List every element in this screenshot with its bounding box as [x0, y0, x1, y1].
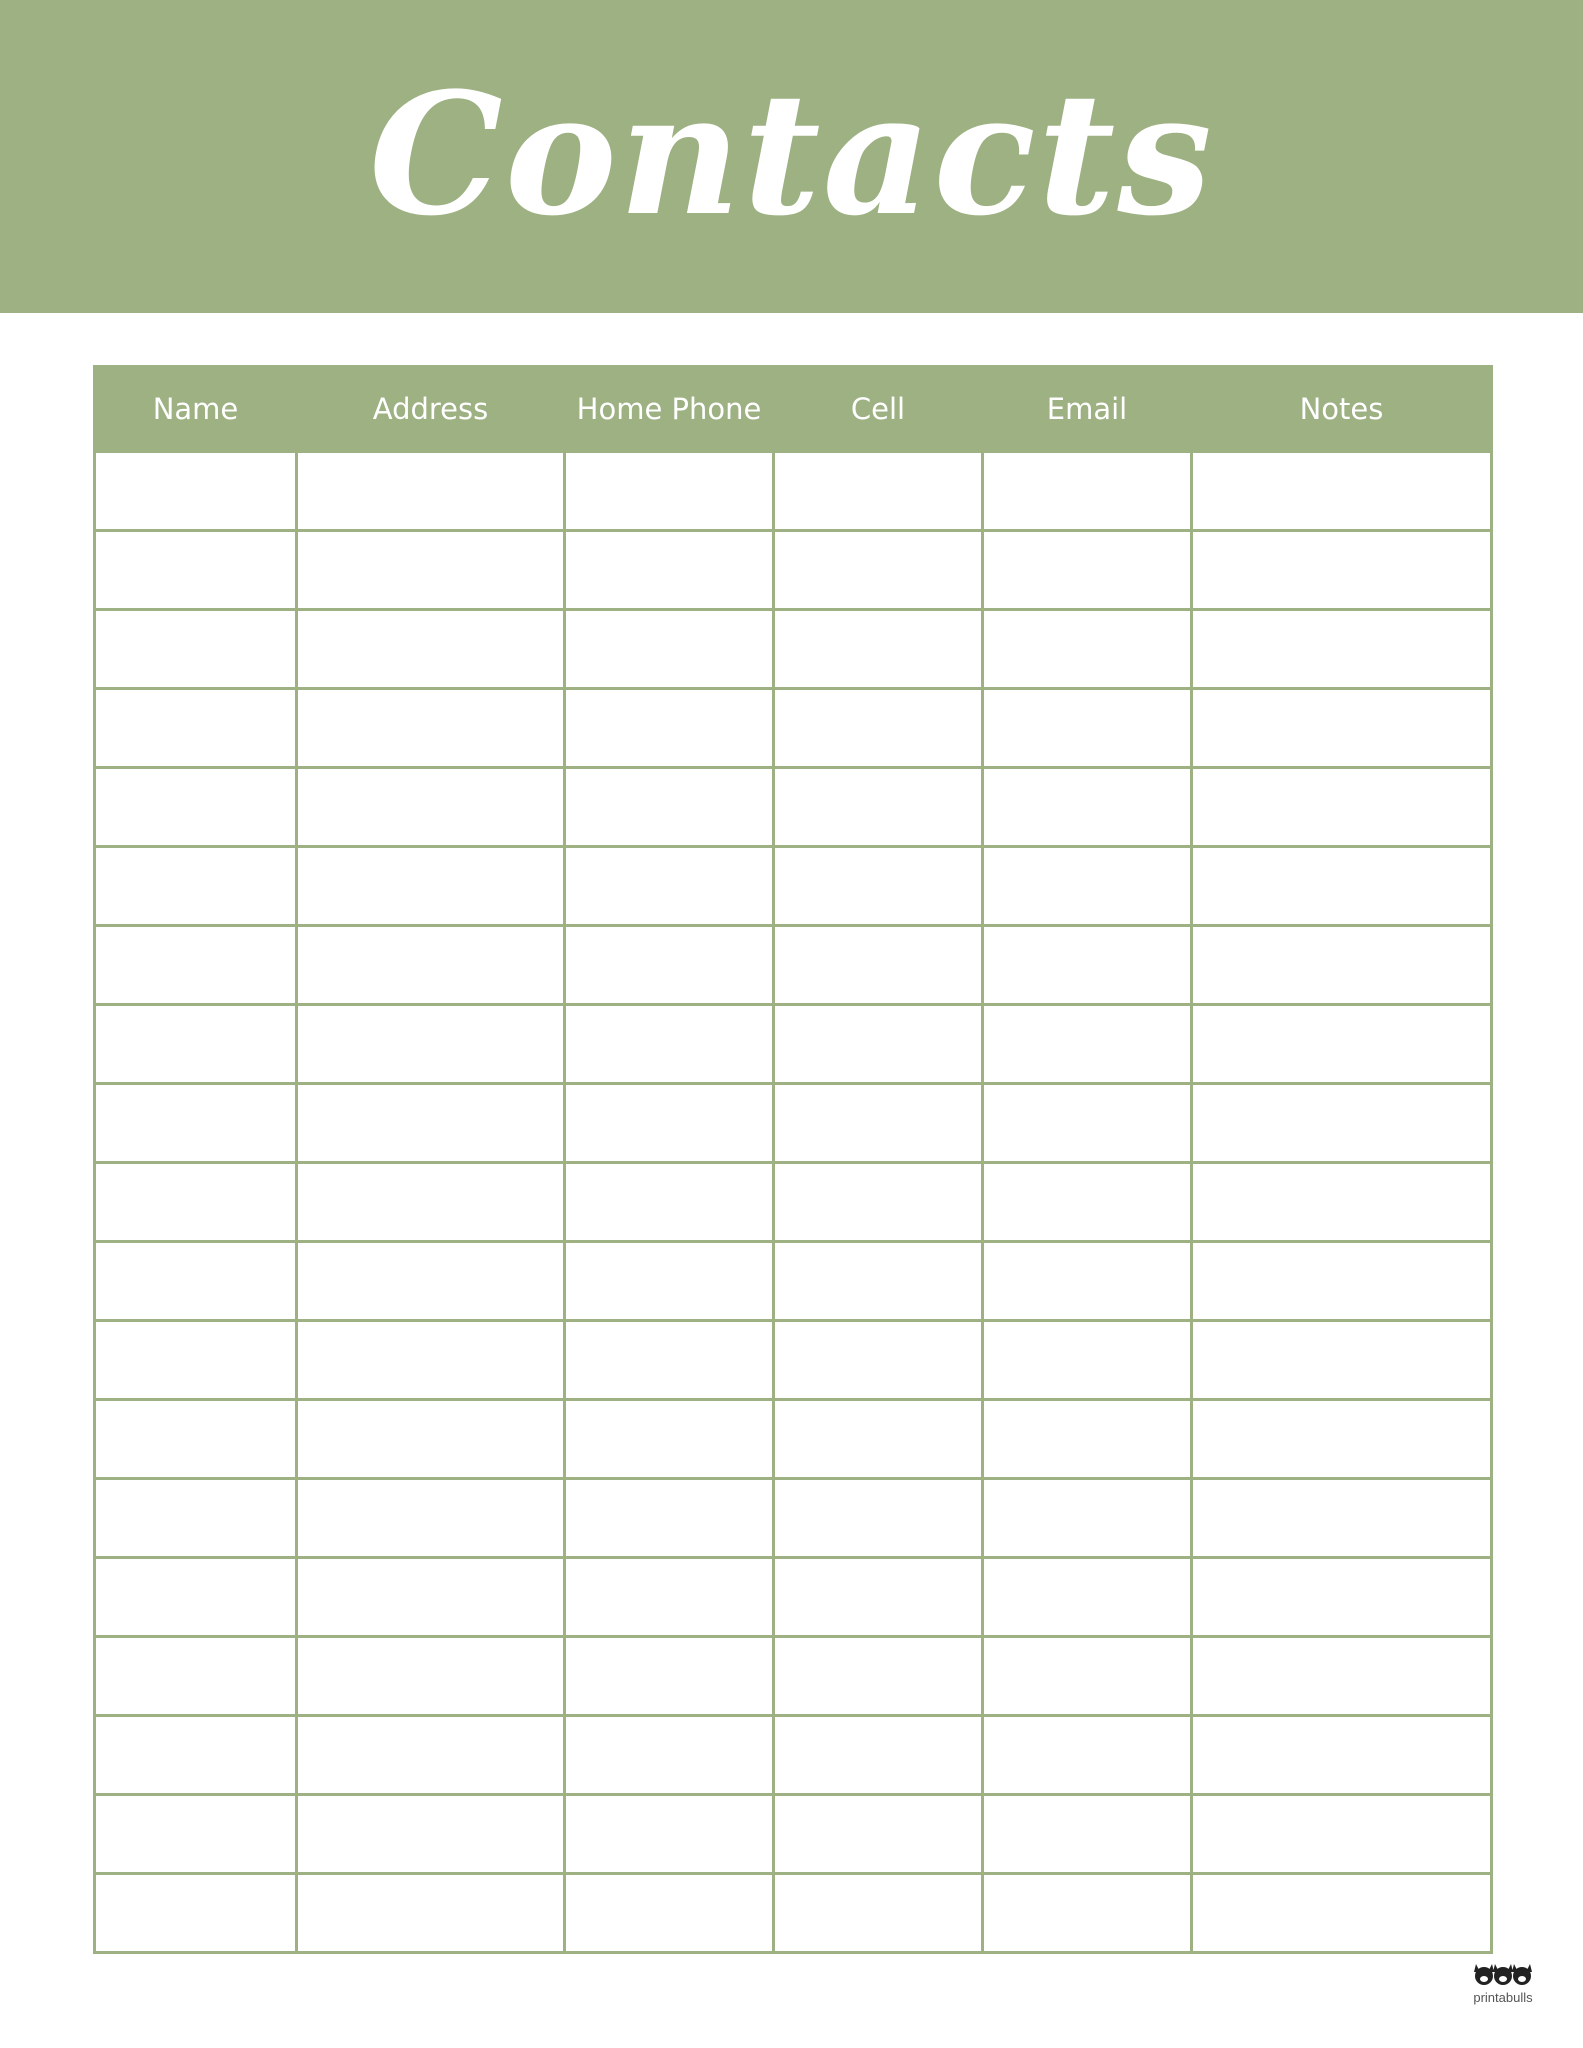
table-cell: [565, 1637, 774, 1716]
table-cell: [297, 1242, 565, 1321]
table-cell: [565, 1163, 774, 1242]
table-cell: [95, 1795, 297, 1874]
table-cell: [297, 689, 565, 768]
table-row: [95, 1242, 1492, 1321]
table-cell: [774, 1637, 983, 1716]
table-row: [95, 1005, 1492, 1084]
table-cell: [565, 610, 774, 689]
table-cell: [565, 531, 774, 610]
table-cell: [297, 1716, 565, 1795]
table-cell: [297, 1479, 565, 1558]
table-cell: [297, 1163, 565, 1242]
table-cell: [983, 1084, 1192, 1163]
table-cell: [983, 847, 1192, 926]
table-cell: [1192, 689, 1492, 768]
table-cell: [983, 689, 1192, 768]
table-row: [95, 1874, 1492, 1953]
table-cell: [983, 1874, 1192, 1953]
table-cell: [95, 1637, 297, 1716]
table-row: [95, 1084, 1492, 1163]
table-row: [95, 1163, 1492, 1242]
table-cell: [983, 1795, 1192, 1874]
table-cell: [1192, 1163, 1492, 1242]
table-cell: [1192, 768, 1492, 847]
table-cell: [297, 768, 565, 847]
table-cell: [774, 1479, 983, 1558]
brand-logo: [1462, 1960, 1544, 2010]
column-header-address: Address: [297, 367, 565, 452]
table-cell: [565, 1321, 774, 1400]
table-cell: [774, 1321, 983, 1400]
table-cell: [95, 1716, 297, 1795]
table-cell: [1192, 1084, 1492, 1163]
table-cell: [1192, 926, 1492, 1005]
table-cell: [297, 847, 565, 926]
table-cell: [774, 1242, 983, 1321]
table-cell: [95, 847, 297, 926]
table-cell: [297, 610, 565, 689]
table-cell: [774, 1716, 983, 1795]
table-cell: [983, 1479, 1192, 1558]
table-cell: [565, 847, 774, 926]
table-cell: [565, 1558, 774, 1637]
table-cell: [95, 531, 297, 610]
table-cell: [95, 452, 297, 531]
table-cell: [297, 1321, 565, 1400]
table-header-row: [95, 367, 1492, 452]
table-cell: [1192, 1400, 1492, 1479]
table-row: [95, 1400, 1492, 1479]
table-cell: [95, 1400, 297, 1479]
table-row: [95, 768, 1492, 847]
table-cell: [1192, 1242, 1492, 1321]
table-cell: [565, 689, 774, 768]
table-row: [95, 531, 1492, 610]
column-header-home-phone: Home Phone: [565, 367, 774, 452]
table-cell: [95, 1558, 297, 1637]
table-cell: [565, 1242, 774, 1321]
table-cell: [297, 1400, 565, 1479]
table-cell: [774, 610, 983, 689]
column-header-notes: Notes: [1192, 367, 1492, 452]
table-cell: [1192, 1558, 1492, 1637]
table-cell: [297, 1005, 565, 1084]
table-cell: [1192, 452, 1492, 531]
table-cell: [95, 1874, 297, 1953]
table-cell: [95, 689, 297, 768]
table-cell: [565, 1084, 774, 1163]
table-cell: [95, 1321, 297, 1400]
table-cell: [297, 926, 565, 1005]
table-cell: [774, 1874, 983, 1953]
table-cell: [1192, 847, 1492, 926]
table-cell: [95, 768, 297, 847]
table-cell: [983, 926, 1192, 1005]
column-header-email: Email: [983, 367, 1192, 452]
table-cell: [565, 1005, 774, 1084]
table-body: [95, 452, 1492, 1953]
table-row: [95, 1795, 1492, 1874]
table-cell: [1192, 1321, 1492, 1400]
table-cell: [774, 1163, 983, 1242]
table-cell: [297, 1795, 565, 1874]
brand-name: printabulls: [1473, 1990, 1533, 2005]
contacts-table: [93, 365, 1493, 1954]
table-row: [95, 1479, 1492, 1558]
table-cell: [983, 610, 1192, 689]
table-cell: [774, 1558, 983, 1637]
page-title: Contacts: [369, 55, 1214, 253]
table-cell: [983, 1400, 1192, 1479]
table-cell: [774, 689, 983, 768]
table-cell: [95, 1163, 297, 1242]
table-cell: [983, 1321, 1192, 1400]
table-row: [95, 926, 1492, 1005]
table-cell: [95, 926, 297, 1005]
table-cell: [1192, 1874, 1492, 1953]
table-row: [95, 1321, 1492, 1400]
table-cell: [774, 452, 983, 531]
table-cell: [983, 1005, 1192, 1084]
table-cell: [565, 926, 774, 1005]
table-cell: [774, 847, 983, 926]
table-cell: [95, 1005, 297, 1084]
table-cell: [983, 452, 1192, 531]
table-cell: [297, 1558, 565, 1637]
table-cell: [774, 768, 983, 847]
table-cell: [1192, 1637, 1492, 1716]
table-cell: [983, 1242, 1192, 1321]
table-cell: [983, 531, 1192, 610]
table-cell: [565, 1479, 774, 1558]
column-header-name: Name: [95, 367, 297, 452]
table-cell: [774, 1084, 983, 1163]
table-cell: [983, 1716, 1192, 1795]
table-cell: [297, 1084, 565, 1163]
table-cell: [1192, 1795, 1492, 1874]
table-cell: [565, 1874, 774, 1953]
table-cell: [95, 1242, 297, 1321]
table-cell: [983, 1637, 1192, 1716]
table-cell: [774, 1005, 983, 1084]
table-cell: [297, 452, 565, 531]
table-cell: [983, 768, 1192, 847]
table-cell: [297, 1874, 565, 1953]
table-row: [95, 847, 1492, 926]
column-header-cell: Cell: [774, 367, 983, 452]
table-cell: [95, 610, 297, 689]
table-cell: [774, 1795, 983, 1874]
table-cell: [1192, 1716, 1492, 1795]
table-cell: [297, 531, 565, 610]
table-cell: [565, 1795, 774, 1874]
bulldog-logo-icon: [1472, 1960, 1534, 1988]
table-cell: [565, 1716, 774, 1795]
table-cell: [983, 1558, 1192, 1637]
table-cell: [565, 452, 774, 531]
table-cell: [1192, 610, 1492, 689]
table-cell: [1192, 1479, 1492, 1558]
table-row: [95, 610, 1492, 689]
table-row: [95, 1716, 1492, 1795]
table-cell: [1192, 531, 1492, 610]
table-cell: [774, 531, 983, 610]
header-band: [0, 0, 1583, 313]
table-row: [95, 1637, 1492, 1716]
table-cell: [565, 768, 774, 847]
table-row: [95, 689, 1492, 768]
table-cell: [95, 1084, 297, 1163]
table-cell: [983, 1163, 1192, 1242]
table-row: [95, 452, 1492, 531]
table-cell: [95, 1479, 297, 1558]
table-cell: [774, 926, 983, 1005]
table-row: [95, 1558, 1492, 1637]
table-cell: [774, 1400, 983, 1479]
table-cell: [1192, 1005, 1492, 1084]
table-cell: [565, 1400, 774, 1479]
table-cell: [297, 1637, 565, 1716]
